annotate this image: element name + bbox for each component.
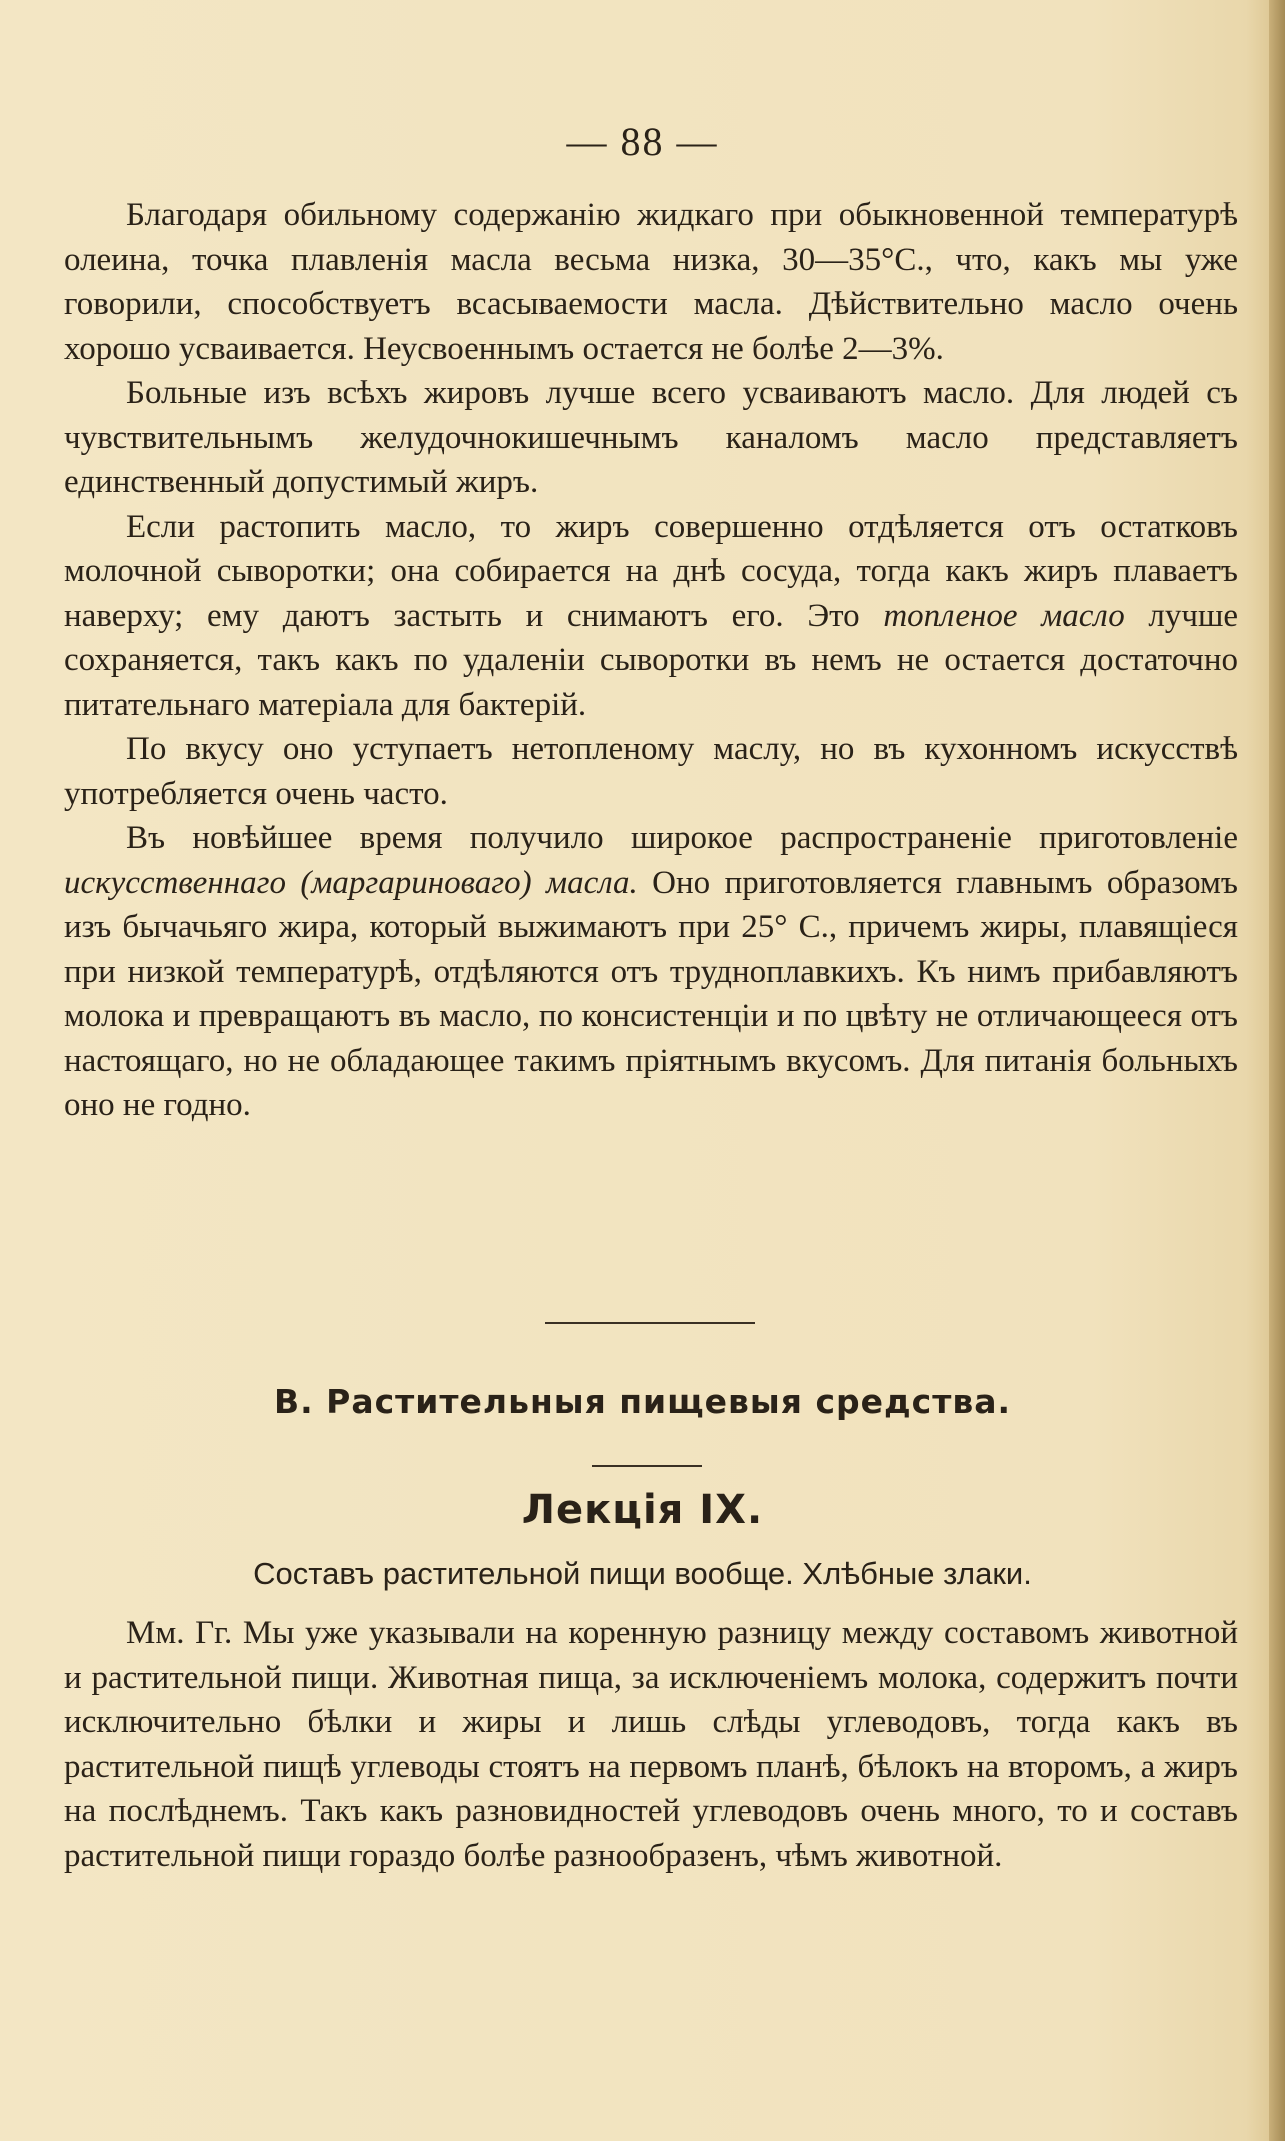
page-number: — 88 —: [566, 119, 719, 164]
paragraph: Благодаря обильному содержанію жидкаго при обыкновенной температурѣ олеина, точка плавленія масла весьма низка, 30—35°С., что, какъ мы уже говорили, способствуетъ всасываемости масла. Дѣйствительно масло очень хорошо усваивается. Неусвоеннымъ остается не болѣе 2—3%.: [64, 197, 1238, 367]
paragraph: По вкусу оно уступаетъ нетопленому маслу, но въ кухонномъ искусствѣ употребляется очень часто.: [64, 731, 1238, 812]
emphasis: искусственнаго (маргариноваго) масла.: [64, 864, 638, 901]
text-block-top: [64, 193, 1238, 1128]
text-block-bottom: [64, 1611, 1238, 1878]
lecture-heading: Лекція IX.: [521, 1487, 764, 1533]
paragraph: Больные изъ всѣхъ жировъ лучше всего усваиваютъ масло. Для людей съ чувствительнымъ желудочнокишечнымъ каналомъ масло представляетъ единственный допустимый жиръ.: [64, 375, 1238, 500]
page-edge: [1269, 0, 1285, 2141]
section-heading: B. Растительныя пищевыя средства.: [273, 1382, 1012, 1421]
emphasis: топленое масло: [883, 597, 1125, 634]
lecture-subtitle: Составъ растительной пищи вообще. Хлѣбные злаки.: [253, 1556, 1032, 1591]
paragraph: Если растопить масло, то жиръ совершенно отдѣляется отъ остатковъ молочной сыворотки; она собирается на днѣ сосуда, тогда какъ жиръ плаваетъ наверху; ему даютъ застыть и снимаютъ его. Это топленое масло лучше сохраняется, такъ какъ по удаленіи сыворотки въ немъ не остается достаточно питательнаго матеріала для бактерій.: [64, 508, 1239, 723]
divider: [592, 1465, 702, 1467]
paragraph: Въ новѣйшее время получило широкое распространеніе приготовленіе искусственнаго (маргариноваго) масла. Оно приготовляется главнымъ образомъ изъ бычачьяго жира, который выжимаютъ при 25° С., причемъ жиры, плавящіеся при низкой температурѣ, отдѣляются отъ трудноплавкихъ. Къ нимъ прибавляютъ молока и превращаютъ въ масло, по консистенціи и по цвѣту не отличающееся отъ настоящаго, но не обладающее такимъ пріятнымъ вкусомъ. Для питанія больныхъ оно не годно.: [64, 820, 1238, 1123]
paragraph: Мм. Гг. Мы уже указывали на коренную разницу между составомъ животной и растительной пищи. Животная пища, за исключеніемъ молока, содержитъ почти исключительно бѣлки и жиры и лишь слѣды углеводовъ, тогда какъ въ растительной пищѣ углеводы стоятъ на первомъ планѣ, бѣлокъ на второмъ, а жиръ на послѣднемъ. Такъ какъ разновидностей углеводовъ очень много, то и составъ растительной пищи гораздо болѣе разнообразенъ, чѣмъ животной.: [64, 1615, 1238, 1874]
divider: [545, 1322, 755, 1324]
